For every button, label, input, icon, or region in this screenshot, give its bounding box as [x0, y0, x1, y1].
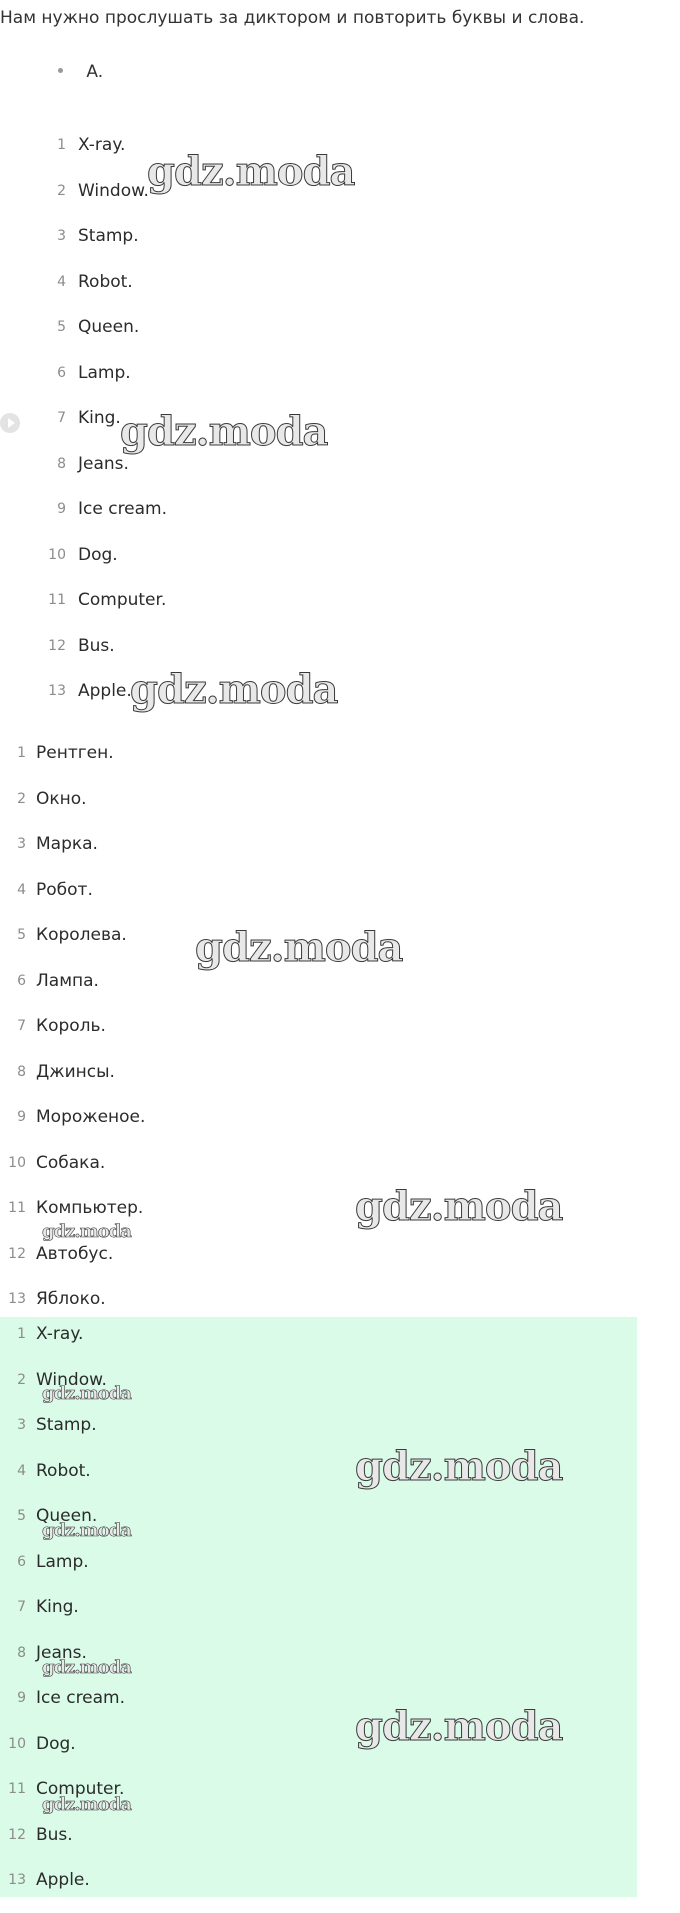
watermark: gdz.moda: [147, 148, 355, 195]
list-item-text: Jeans.: [78, 453, 129, 474]
list-item-text: Window.: [36, 1369, 107, 1390]
watermark: gdz.moda: [42, 1221, 131, 1242]
list-item-text: Queen.: [36, 1506, 98, 1526]
list-item-number: 2: [57, 182, 66, 199]
list-item-number: 11: [48, 592, 66, 608]
list-item-number: 1: [17, 745, 26, 761]
bullet-item-label: A.: [86, 62, 104, 82]
list-item-number: 9: [17, 1690, 26, 1706]
list-item-number: 11: [8, 1200, 26, 1216]
list-item-text: Bus.: [36, 1824, 73, 1845]
list-item-number: 1: [57, 137, 66, 153]
list-item-text: X-ray.: [36, 1324, 84, 1344]
list-item-text: Яблоко.: [36, 1289, 106, 1309]
list-item-text: Window.: [78, 180, 149, 201]
watermark: gdz.moda: [42, 1657, 131, 1678]
list-item-text: Queen.: [78, 317, 140, 337]
list-item-text: Мороженое.: [36, 1107, 146, 1127]
list-item-number: 3: [17, 1417, 26, 1433]
list-item-text: Dog.: [78, 544, 118, 565]
list-item-text: Jeans.: [36, 1642, 87, 1663]
list-item-number: 8: [17, 1644, 26, 1661]
list-item-number: 12: [48, 637, 66, 654]
watermark: gdz.moda: [355, 1703, 563, 1750]
list-item-text: Окно.: [36, 788, 87, 809]
list-item-number: 13: [48, 683, 66, 699]
list-item-number: 13: [8, 1291, 26, 1307]
list-item-number: 6: [17, 1553, 26, 1570]
list-item-text: Собака.: [36, 1152, 106, 1173]
intro-text: Нам нужно прослушать за диктором и повторить буквы и слова.: [0, 8, 585, 28]
watermark: gdz.moda: [120, 408, 328, 455]
bullet-item: [58, 62, 103, 82]
list-item-text: Bus.: [78, 635, 115, 656]
list-item-text: King.: [78, 408, 121, 428]
list-item-text: Computer.: [78, 590, 167, 610]
list-item-text: Джинсы.: [36, 1061, 115, 1082]
list-item-text: Apple.: [78, 681, 132, 701]
list-item-number: 6: [57, 364, 66, 381]
list-item-number: 8: [17, 1063, 26, 1080]
list-item-number: 12: [8, 1826, 26, 1843]
list-item-number: 4: [17, 881, 26, 898]
list-item-number: 2: [17, 1371, 26, 1388]
list-item-text: Robot.: [78, 271, 133, 292]
list-item-text: Ice cream.: [36, 1688, 126, 1708]
watermark: gdz.moda: [195, 924, 403, 971]
list-item-number: 8: [57, 455, 66, 472]
watermark: gdz.moda: [355, 1443, 563, 1490]
list-item-number: 4: [17, 1462, 26, 1479]
list-item-number: 1: [17, 1326, 26, 1342]
list-item-number: 12: [8, 1245, 26, 1262]
list-item-number: 2: [17, 790, 26, 807]
list-item-number: 6: [17, 972, 26, 989]
list-item-number: 11: [8, 1781, 26, 1797]
list-item-text: X-ray.: [78, 135, 126, 155]
list-item-text: Король.: [36, 1016, 106, 1036]
list-item-number: 7: [57, 410, 66, 426]
list-item-number: 7: [17, 1599, 26, 1615]
list-item-text: Stamp.: [78, 226, 139, 246]
list-item-text: Ice cream.: [78, 499, 168, 519]
list-item-text: Робот.: [36, 879, 93, 900]
list-item-text: Robot.: [36, 1460, 91, 1481]
list-item-number: 13: [8, 1872, 26, 1888]
list-item-number: 3: [57, 228, 66, 244]
list-item-text: Компьютер.: [36, 1198, 144, 1218]
list-item-number: 3: [17, 836, 26, 852]
watermark: gdz.moda: [42, 1383, 131, 1404]
list-item-number: 5: [17, 1508, 26, 1524]
play-icon[interactable]: [0, 413, 20, 433]
list-item-number: 10: [8, 1154, 26, 1171]
list-item-text: Марка.: [36, 834, 98, 854]
watermark: gdz.moda: [130, 666, 338, 713]
list-item-text: Stamp.: [36, 1415, 97, 1435]
list-item-text: Apple.: [36, 1870, 90, 1890]
list-item-text: Рентген.: [36, 743, 114, 763]
list-item-text: King.: [36, 1597, 79, 1617]
list-item-text: Computer.: [36, 1779, 125, 1799]
watermark: gdz.moda: [42, 1794, 131, 1815]
list-item-number: 10: [8, 1735, 26, 1752]
list-item-number: 5: [17, 927, 26, 943]
list-item-number: 5: [57, 319, 66, 335]
list-item-text: Лампа.: [36, 970, 99, 991]
watermark: gdz.moda: [42, 1520, 131, 1541]
list-item-number: 9: [17, 1109, 26, 1125]
list-item-text: Автобус.: [36, 1243, 114, 1264]
list-item-number: 4: [57, 273, 66, 290]
list-item-text: Lamp.: [36, 1551, 89, 1572]
list-item-number: 7: [17, 1018, 26, 1034]
list-item-text: Dog.: [36, 1733, 76, 1754]
bullet-dot-icon: [58, 68, 63, 73]
watermark: gdz.moda: [355, 1183, 563, 1230]
list-item-number: 9: [57, 501, 66, 517]
list-item-text: Королева.: [36, 925, 127, 945]
list-item-number: 10: [48, 546, 66, 563]
list-item-text: Lamp.: [78, 362, 131, 383]
